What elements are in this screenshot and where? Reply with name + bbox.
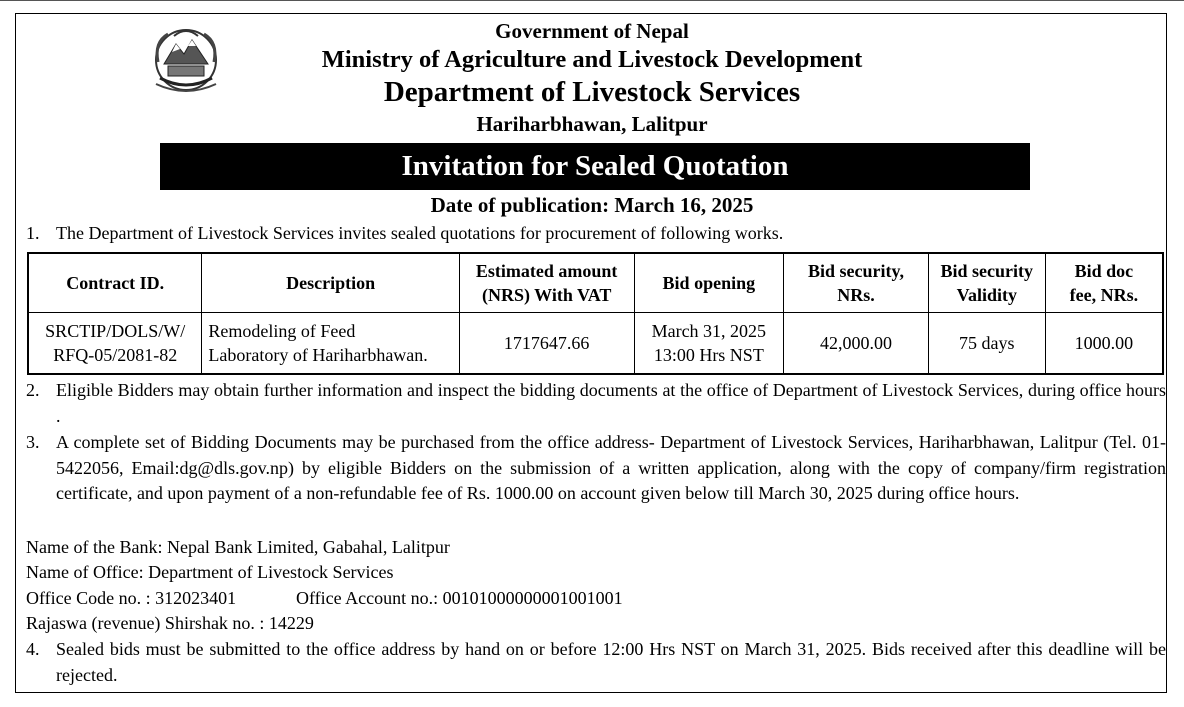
paragraph-number: 1. bbox=[26, 223, 40, 243]
paragraph-text: Eligible Bidders may obtain further information and inspect the bidding documents at the office of Department of Livestock Services, during office hours . bbox=[56, 380, 1166, 426]
table-row bbox=[28, 313, 1163, 375]
cell-contract-id: SRCTIP/DOLS/W/ RFQ-05/2081-82 bbox=[28, 313, 202, 375]
cell-amount: 1717647.66 bbox=[459, 313, 634, 375]
cell-bid-security: 42,000.00 bbox=[784, 313, 929, 375]
office-name: Name of Office: Department of Livestock Services bbox=[26, 562, 394, 582]
government-title: Government of Nepal bbox=[495, 19, 689, 43]
col-security-validity: Bid security Validity bbox=[928, 253, 1045, 313]
paragraph-3 bbox=[26, 430, 1166, 507]
paragraph-number: 4. bbox=[26, 639, 40, 659]
col-bid-doc-fee: Bid doc fee, NRs. bbox=[1045, 253, 1163, 313]
department-address: Hariharbhawan, Lalitpur bbox=[476, 112, 708, 136]
paragraph-4 bbox=[26, 637, 1166, 688]
office-code: Office Code no. : 312023401 bbox=[26, 588, 237, 608]
cell-validity: 75 days bbox=[928, 313, 1045, 375]
bank-name: Name of the Bank: Nepal Bank Limited, Gabahal, Lalitpur bbox=[26, 537, 450, 557]
cell-description: Remodeling of Feed Laboratory of Hariharbhawan. bbox=[202, 313, 459, 375]
paragraph-number: 2. bbox=[26, 380, 40, 400]
top-rule bbox=[0, 0, 1184, 4]
ministry-title: Ministry of Agriculture and Livestock Development bbox=[321, 46, 863, 73]
col-estimated-amount: Estimated amount (NRS) With VAT bbox=[459, 253, 634, 313]
quotation-table bbox=[27, 252, 1164, 375]
col-description: Description bbox=[202, 253, 459, 313]
col-contract-id: Contract ID. bbox=[28, 253, 202, 313]
office-account: Office Account no.: 00101000000001001001 bbox=[296, 588, 623, 608]
paragraph-text: A complete set of Bidding Documents may be purchased from the office address- Department of Livestock Services, Hariharbhawan, Lalitpur (Tel. 01-5422056, Email:dg@dls.gov.np) by eligible Bidders on the submission of a written application, along with the copy of company/firm registration certificate, and upon payment of a non-refundable fee of Rs. 1000.00 on account given below till March 30, 2025 during office hours. bbox=[56, 432, 1166, 503]
paragraph-2 bbox=[26, 378, 1166, 429]
department-title: Department of Livestock Services bbox=[383, 76, 801, 108]
notice-banner: Invitation for Sealed Quotation bbox=[160, 143, 1030, 190]
paragraph-1 bbox=[26, 221, 1166, 247]
revenue-code: Rajaswa (revenue) Shirshak no. : 14229 bbox=[26, 613, 314, 633]
publication-date: Date of publication: March 16, 2025 bbox=[430, 193, 754, 217]
cell-bid-opening: March 31, 2025 13:00 Hrs NST bbox=[634, 313, 784, 375]
table-header-row bbox=[28, 253, 1163, 313]
paragraph-number: 3. bbox=[26, 432, 40, 452]
cell-doc-fee: 1000.00 bbox=[1045, 313, 1163, 375]
col-bid-opening: Bid opening bbox=[634, 253, 784, 313]
col-bid-security: Bid security, NRs. bbox=[784, 253, 929, 313]
paragraph-text: Sealed bids must be submitted to the office address by hand on or before 12:00 Hrs NST on March 31, 2025. Bids received after this deadline will be rejected. bbox=[56, 639, 1166, 685]
paragraph-text: The Department of Livestock Services invites sealed quotations for procurement of following works. bbox=[56, 223, 784, 243]
